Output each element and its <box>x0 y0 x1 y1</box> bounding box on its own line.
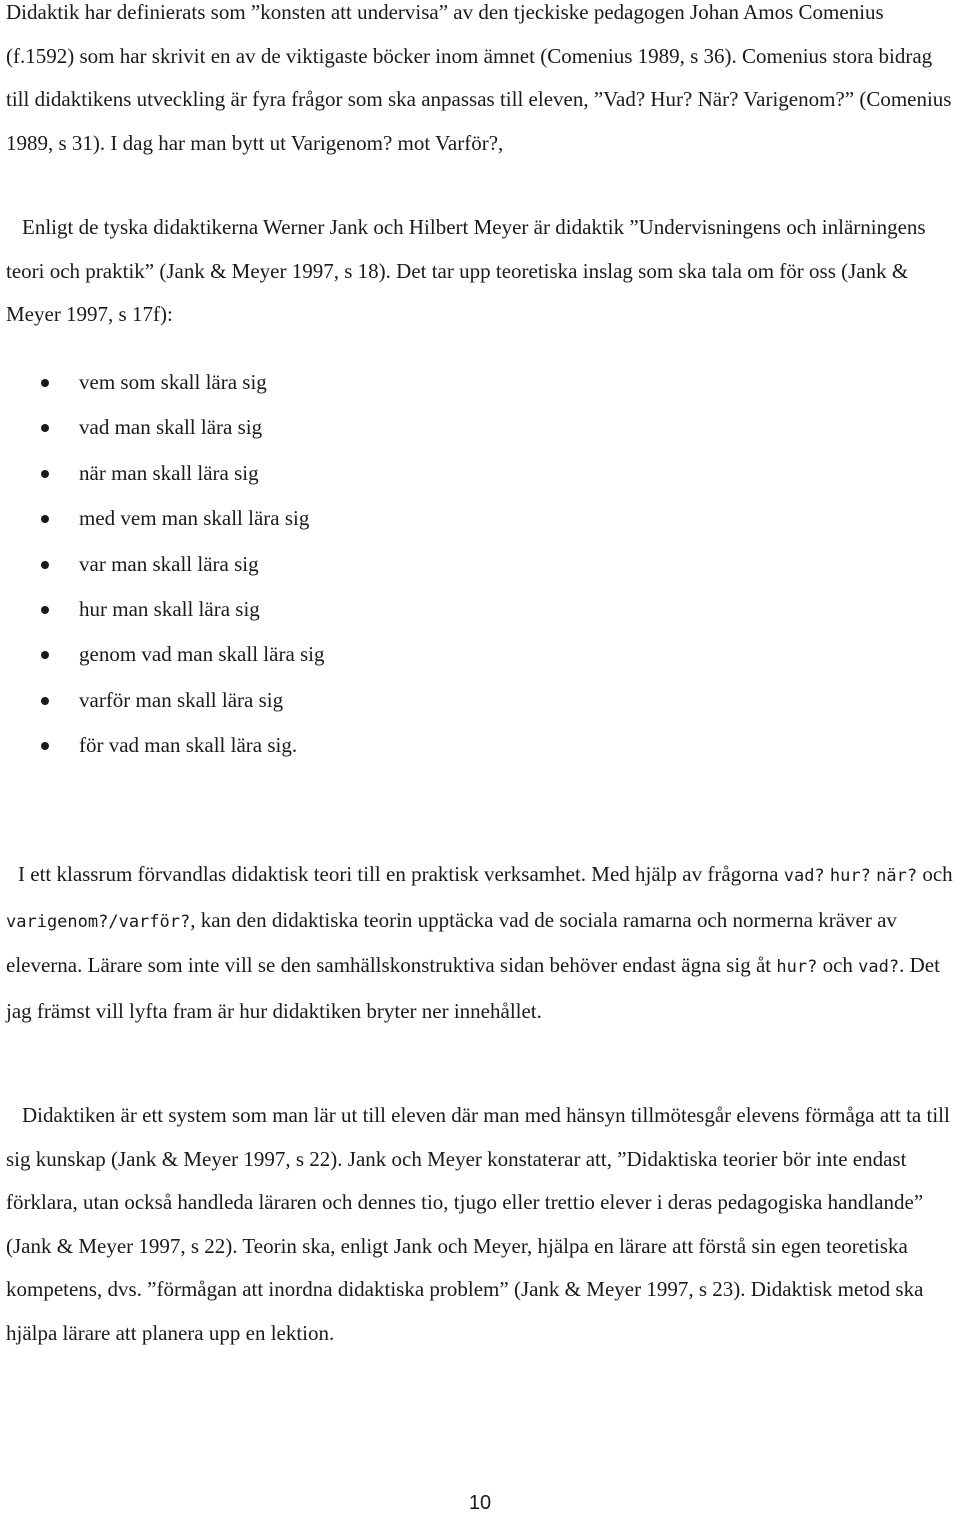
list-item: var man skall lära sig <box>0 542 600 587</box>
list-item: vad man skall lära sig <box>0 405 600 450</box>
paragraph-didactic-system: Didaktiken är ett system som man lär ut till eleven där man med hänsyn tillmötesgår elevens förmåga att ta till sig kunskap (Jank & Meyer 1997, s 22). Jank och Meyer konstaterar att, ”Didaktiska teorier bör inte endast förklara, utan också handleda läraren och dennes tio, tjugo eller trettio elever i deras pedagogiska handlande” (Jank & Meyer 1997, s 22). Teorin ska, enligt Jank och Meyer, hjälpa en lärare att förstå sin egen teoretiska kompetens, dvs. ”förmågan att inordna didaktiska problem” (Jank & Meyer 1997, s 23). Didaktisk metod ska hjälpa lärare att planera upp en lektion. <box>6 1103 950 1345</box>
bullet-icon <box>41 742 49 750</box>
list-item: varför man skall lära sig <box>0 678 600 723</box>
page-number: 10 <box>468 1492 492 1514</box>
list-item: när man skall lära sig <box>0 451 600 496</box>
bullet-icon <box>41 561 49 569</box>
bullet-icon <box>41 651 49 659</box>
list-item: genom vad man skall lära sig <box>0 632 600 677</box>
list-item: vem som skall lära sig <box>0 360 600 405</box>
bullet-icon <box>41 515 49 523</box>
list-item: för vad man skall lära sig. <box>0 723 600 768</box>
bullet-icon <box>41 379 49 387</box>
bullet-icon <box>41 470 49 478</box>
bullet-icon <box>41 424 49 432</box>
paragraph-jank-meyer: Enligt de tyska didaktikerna Werner Jank och Hilbert Meyer är didaktik ”Undervisningens och inlärningens teori och praktik” (Jank & Meyer 1997, s 18). Det tar upp teoretiska inslag som ska tala om för oss (Jank & Meyer 1997, s 17f): <box>6 215 926 326</box>
list-item: hur man skall lära sig <box>0 587 600 632</box>
list-item: med vem man skall lära sig <box>0 496 600 541</box>
paragraph-comenius: Didaktik har definierats som ”konsten att undervisa” av den tjeckiske pedagogen Johan Amos Comenius (f.1592) som har skrivit en av de viktigaste böcker inom ämnet (Comenius 1989, s 36). Comenius stora bidrag till didaktikens utveckling är fyra frågor som ska anpassas till eleven, ”Vad? Hur? När? Varigenom?” (Comenius 1989, s 31). I dag har man bytt ut Varigenom? mot Varför?, <box>6 0 952 155</box>
bullet-icon <box>41 606 49 614</box>
bullet-icon <box>41 697 49 705</box>
didactic-questions-list <box>0 360 600 769</box>
paragraph-classroom: I ett klassrum förvandlas didaktisk teori till en praktisk verksamhet. Med hjälp av frågorna vad? hur? när? och varigenom?/varför?, kan den didaktiska teorin upptäcka vad de sociala ramarna och normerna kräver av eleverna. Lärare som inte vill se den samhällskonstruktiva sidan behöver endast ägna sig åt hur? och vad?. Det jag främst vill lyfta fram är hur didaktiken bryter ner innehållet. <box>6 862 953 1023</box>
